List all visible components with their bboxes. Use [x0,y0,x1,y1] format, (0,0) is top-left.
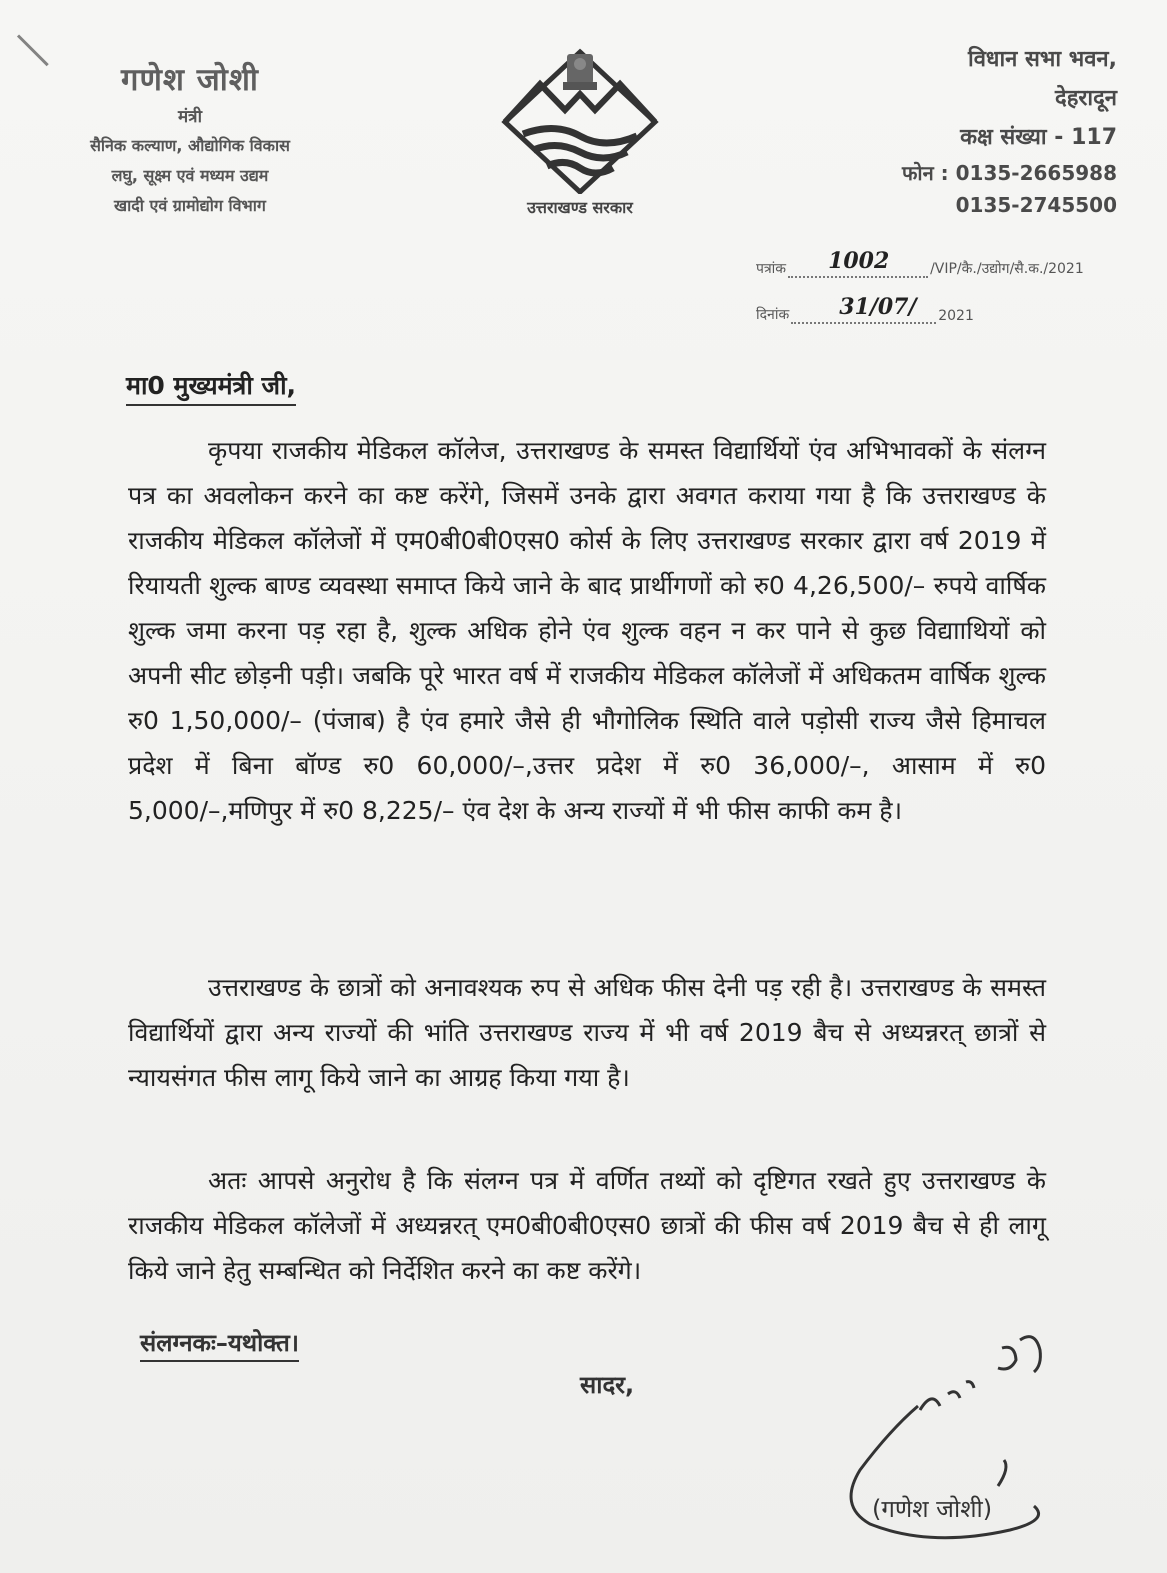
uttarakhand-emblem-icon [495,44,665,194]
signer-name: (गणेश जोशी) [872,1495,993,1523]
enclosure-note: संलग्नकः–यथोक्त। [140,1326,299,1362]
patrank-row [756,232,1136,278]
patrank-dotted-line [788,248,928,278]
dinank-row [756,278,1136,324]
department-line-1: सैनिक कल्याण, औद्योगिक विकास [90,136,290,155]
letterhead-left [40,58,340,221]
address-line-1: विधान सभा भवन, [968,47,1117,72]
salutation: मा0 मुख्यमंत्री जी, [126,368,296,406]
patrank-suffix: /VIP/कै./उद्योग/सै.क./2021 [930,261,1084,277]
government-emblem [490,44,670,234]
department-line-2: लघु, सूक्ष्म एवं मध्यम उद्यम [111,166,269,185]
phone-line-1: फोन : 0135-2665988 [901,161,1117,185]
reference-block [756,232,1136,324]
emblem-caption: उत्तराखण्ड सरकार [527,198,633,217]
minister-name: गणेश जोशी [121,62,259,98]
body-paragraph-3: अतः आपसे अनुरोध है कि संलग्न पत्र में वर्णित तथ्यों को दृष्टिगत रखते हुए उत्तराखण्ड के राजकीय मेडिकल कॉलेजों में अध्यन्नरत् एम0बी0बी0एस0 छात्रों की फीस वर्ष 2019 बैच से ही लागू किये जाने हेतु सम्बन्धित को निर्देशित करने का कष्ट करेंगे। [128,1166,1046,1285]
address-line-2: देहरादून [1055,86,1117,111]
minister-role: मंत्री [178,107,202,127]
dinank-value: 31/07/ [839,294,917,320]
dinank-label: दिनांक [756,307,790,323]
letterhead-right [817,40,1117,221]
closing-regards: सादर, [580,1371,635,1399]
phone-line-2: 0135-2745500 [955,193,1117,217]
room-number: कक्ष संख्या - 117 [960,125,1117,150]
patrank-label: पत्रांक [756,261,787,277]
body-paragraph-1: कृपया राजकीय मेडिकल कॉलेज, उत्तराखण्ड के समस्त विद्यार्थियों एंव अभिभावकों के संलग्न पत्र का अवलोकन करने का कष्ट करेंगे, जिसमें उनके द्वारा अवगत कराया गया है कि उत्तराखण्ड के राजकीय मेडिकल कॉलेजों में एम0बी0बी0एस0 कोर्स के लिए उत्तराखण्ड सरकार द्वारा वर्ष 2019 में रियायती शुल्क बाण्ड व्यवस्था समाप्त किये जाने के बाद प्रार्थीगणों को रु0 4,26,500/– रुपये वार्षिक शुल्क जमा करना पड़ रहा है, शुल्क अधिक होने एंव शुल्क वहन न कर पाने से कुछ विद्यााथियों को अपनी सीट छोड़नी पड़ी। जबकि पूरे भारत वर्ष में राजकीय मेडिकल कॉलेजों में अधिकतम वार्षिक शुल्क रु0 1,50,000/– (पंजाब) है एंव हमारे जैसे ही भौगोलिक स्थिति वाले पड़ोसी राज्य जैसे हिमाचल प्रदेश में बिना बॉण्ड रु0 60,000/–,उत्तर प्रदेश में रु0 36,000/–, आसाम में रु0 5,000/–,मणिपुर में रु0 8,225/– एंव देश के अन्य राज्यों में भी फीस काफी कम है। [128,436,1046,825]
dinank-year: 2021 [938,308,974,324]
dinank-dotted-line [791,294,936,324]
body-paragraph-2: उत्तराखण्ड के छात्रों को अनावश्यक रुप से अधिक फीस देनी पड़ रही है। उत्तराखण्ड के समस्त विद्यार्थियों द्वारा अन्य राज्यों की भांति उत्तराखण्ड राज्य में भी वर्ष 2019 बैच से अध्यन्नरत् छात्रों से न्यायसंगत फीस लागू किये जाने का आग्रह किया गया है। [128,973,1046,1092]
department-line-3: खादी एवं ग्रामोद्योग विभाग [114,196,266,215]
patrank-number: 1002 [828,248,890,274]
